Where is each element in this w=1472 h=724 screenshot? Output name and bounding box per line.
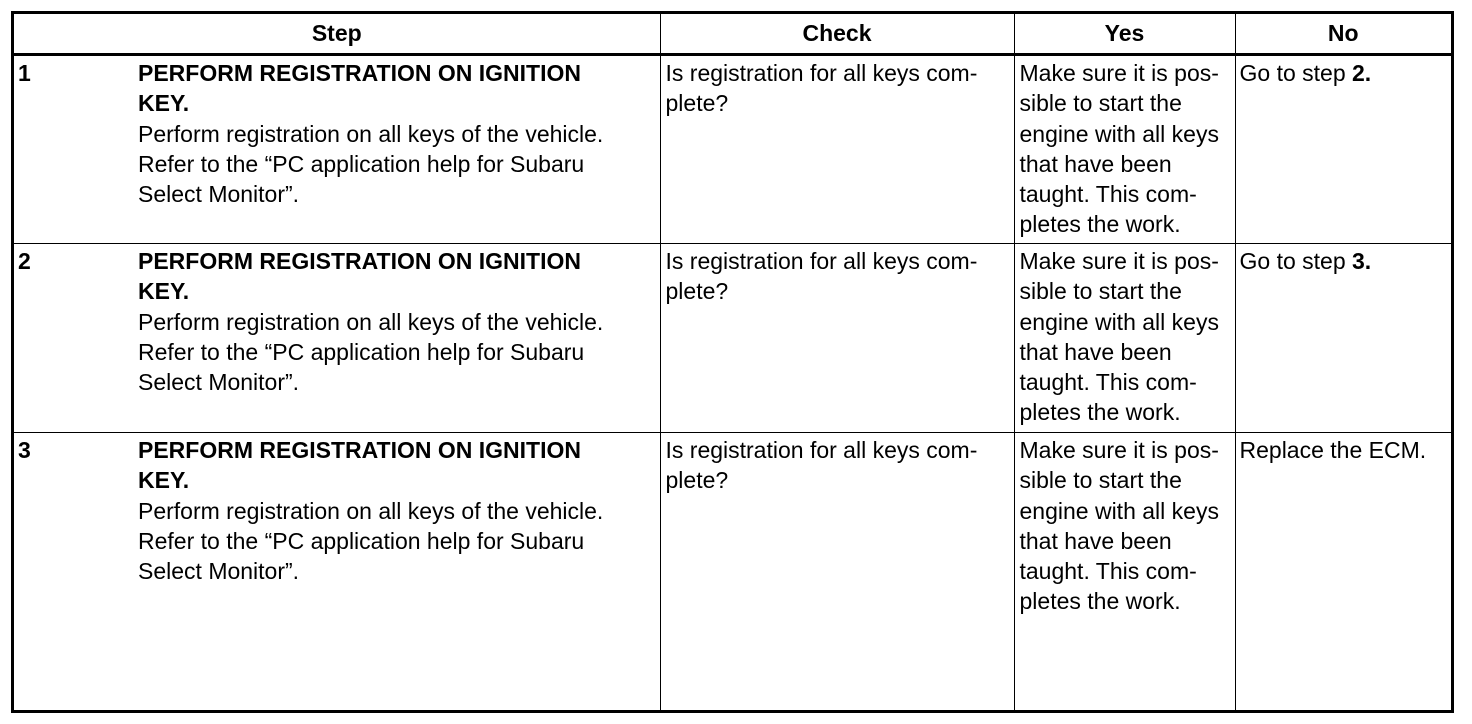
- step-number: 1: [18, 60, 31, 86]
- yes-line: sible to start the: [1019, 90, 1182, 117]
- table-row: [14, 244, 1451, 433]
- step-description-line: Select Monitor”.: [138, 181, 300, 208]
- yes-line: engine with all keys: [1019, 120, 1219, 147]
- step-description-line: Select Monitor”.: [138, 558, 300, 585]
- step-description-line: Perform registration on all keys of the vehicle.: [138, 308, 604, 335]
- no-prefix: Go to step: [1239, 60, 1353, 86]
- check-line: Is registration for all keys com-: [665, 248, 978, 274]
- step-title-line: KEY.: [138, 90, 190, 117]
- step-description-line: Refer to the “PC application help for Subaru: [138, 150, 585, 177]
- check-line: plete?: [665, 278, 729, 305]
- yes-line: Make sure it is pos-: [1019, 437, 1219, 463]
- yes-line: pletes the work.: [1019, 588, 1181, 615]
- step-title-line: PERFORM REGISTRATION ON IGNITION: [138, 437, 581, 463]
- step-title-line: KEY.: [138, 278, 190, 305]
- no-cell: [1235, 244, 1451, 433]
- yes-line: taught. This com-: [1019, 558, 1197, 585]
- yes-line: that have been: [1019, 527, 1172, 554]
- step-number: 2: [18, 248, 31, 274]
- step-description-line: Perform registration on all keys of the vehicle.: [138, 120, 604, 147]
- step-description-line: Refer to the “PC application help for Subaru: [138, 527, 585, 554]
- check-line: Is registration for all keys com-: [665, 437, 978, 463]
- check-line: plete?: [665, 467, 729, 494]
- yes-line: sible to start the: [1019, 467, 1182, 494]
- no-step-ref: 3.: [1352, 248, 1372, 274]
- yes-line: taught. This com-: [1019, 181, 1197, 208]
- check-line: Is registration for all keys com-: [665, 60, 978, 86]
- step-title-line: KEY.: [138, 467, 190, 494]
- yes-line: that have been: [1019, 150, 1172, 177]
- step-cell: [14, 244, 660, 433]
- table-header-row: [14, 14, 1451, 55]
- header-check: Check: [660, 14, 1014, 55]
- diagnostic-table-frame: [11, 11, 1454, 713]
- yes-line: pletes the work.: [1019, 399, 1181, 426]
- yes-cell: [1014, 55, 1235, 244]
- header-yes: Yes: [1014, 14, 1235, 55]
- header-step: Step: [14, 14, 660, 55]
- step-body: [138, 244, 660, 397]
- yes-cell: [1014, 244, 1235, 433]
- diagnostic-table: [14, 14, 1451, 710]
- step-number: 3: [18, 437, 31, 463]
- check-cell: [660, 244, 1014, 433]
- yes-cell: [1014, 433, 1235, 711]
- header-no: No: [1235, 14, 1451, 55]
- yes-line: engine with all keys: [1019, 497, 1219, 524]
- table-row: [14, 433, 1451, 711]
- no-prefix: Go to step: [1239, 248, 1353, 274]
- table-row: [14, 55, 1451, 244]
- step-title-line: PERFORM REGISTRATION ON IGNITION: [138, 248, 581, 274]
- yes-line: engine with all keys: [1019, 308, 1219, 335]
- yes-line: taught. This com-: [1019, 369, 1197, 396]
- yes-line: Make sure it is pos-: [1019, 60, 1219, 86]
- check-cell: [660, 433, 1014, 711]
- check-line: plete?: [665, 90, 729, 117]
- no-cell: [1235, 55, 1451, 244]
- step-cell: [14, 433, 660, 711]
- no-text: Replace the ECM.: [1239, 437, 1427, 463]
- yes-line: sible to start the: [1019, 278, 1182, 305]
- step-cell: [14, 55, 660, 244]
- yes-line: pletes the work.: [1019, 211, 1181, 238]
- step-description-line: Select Monitor”.: [138, 369, 300, 396]
- check-cell: [660, 55, 1014, 244]
- step-body: [138, 433, 660, 586]
- yes-line: that have been: [1019, 338, 1172, 365]
- yes-line: Make sure it is pos-: [1019, 248, 1219, 274]
- step-description-line: Refer to the “PC application help for Subaru: [138, 338, 585, 365]
- no-cell: [1235, 433, 1451, 711]
- step-title-line: PERFORM REGISTRATION ON IGNITION: [138, 60, 581, 86]
- step-body: [138, 56, 660, 209]
- step-description-line: Perform registration on all keys of the vehicle.: [138, 497, 604, 524]
- no-step-ref: 2.: [1352, 60, 1372, 86]
